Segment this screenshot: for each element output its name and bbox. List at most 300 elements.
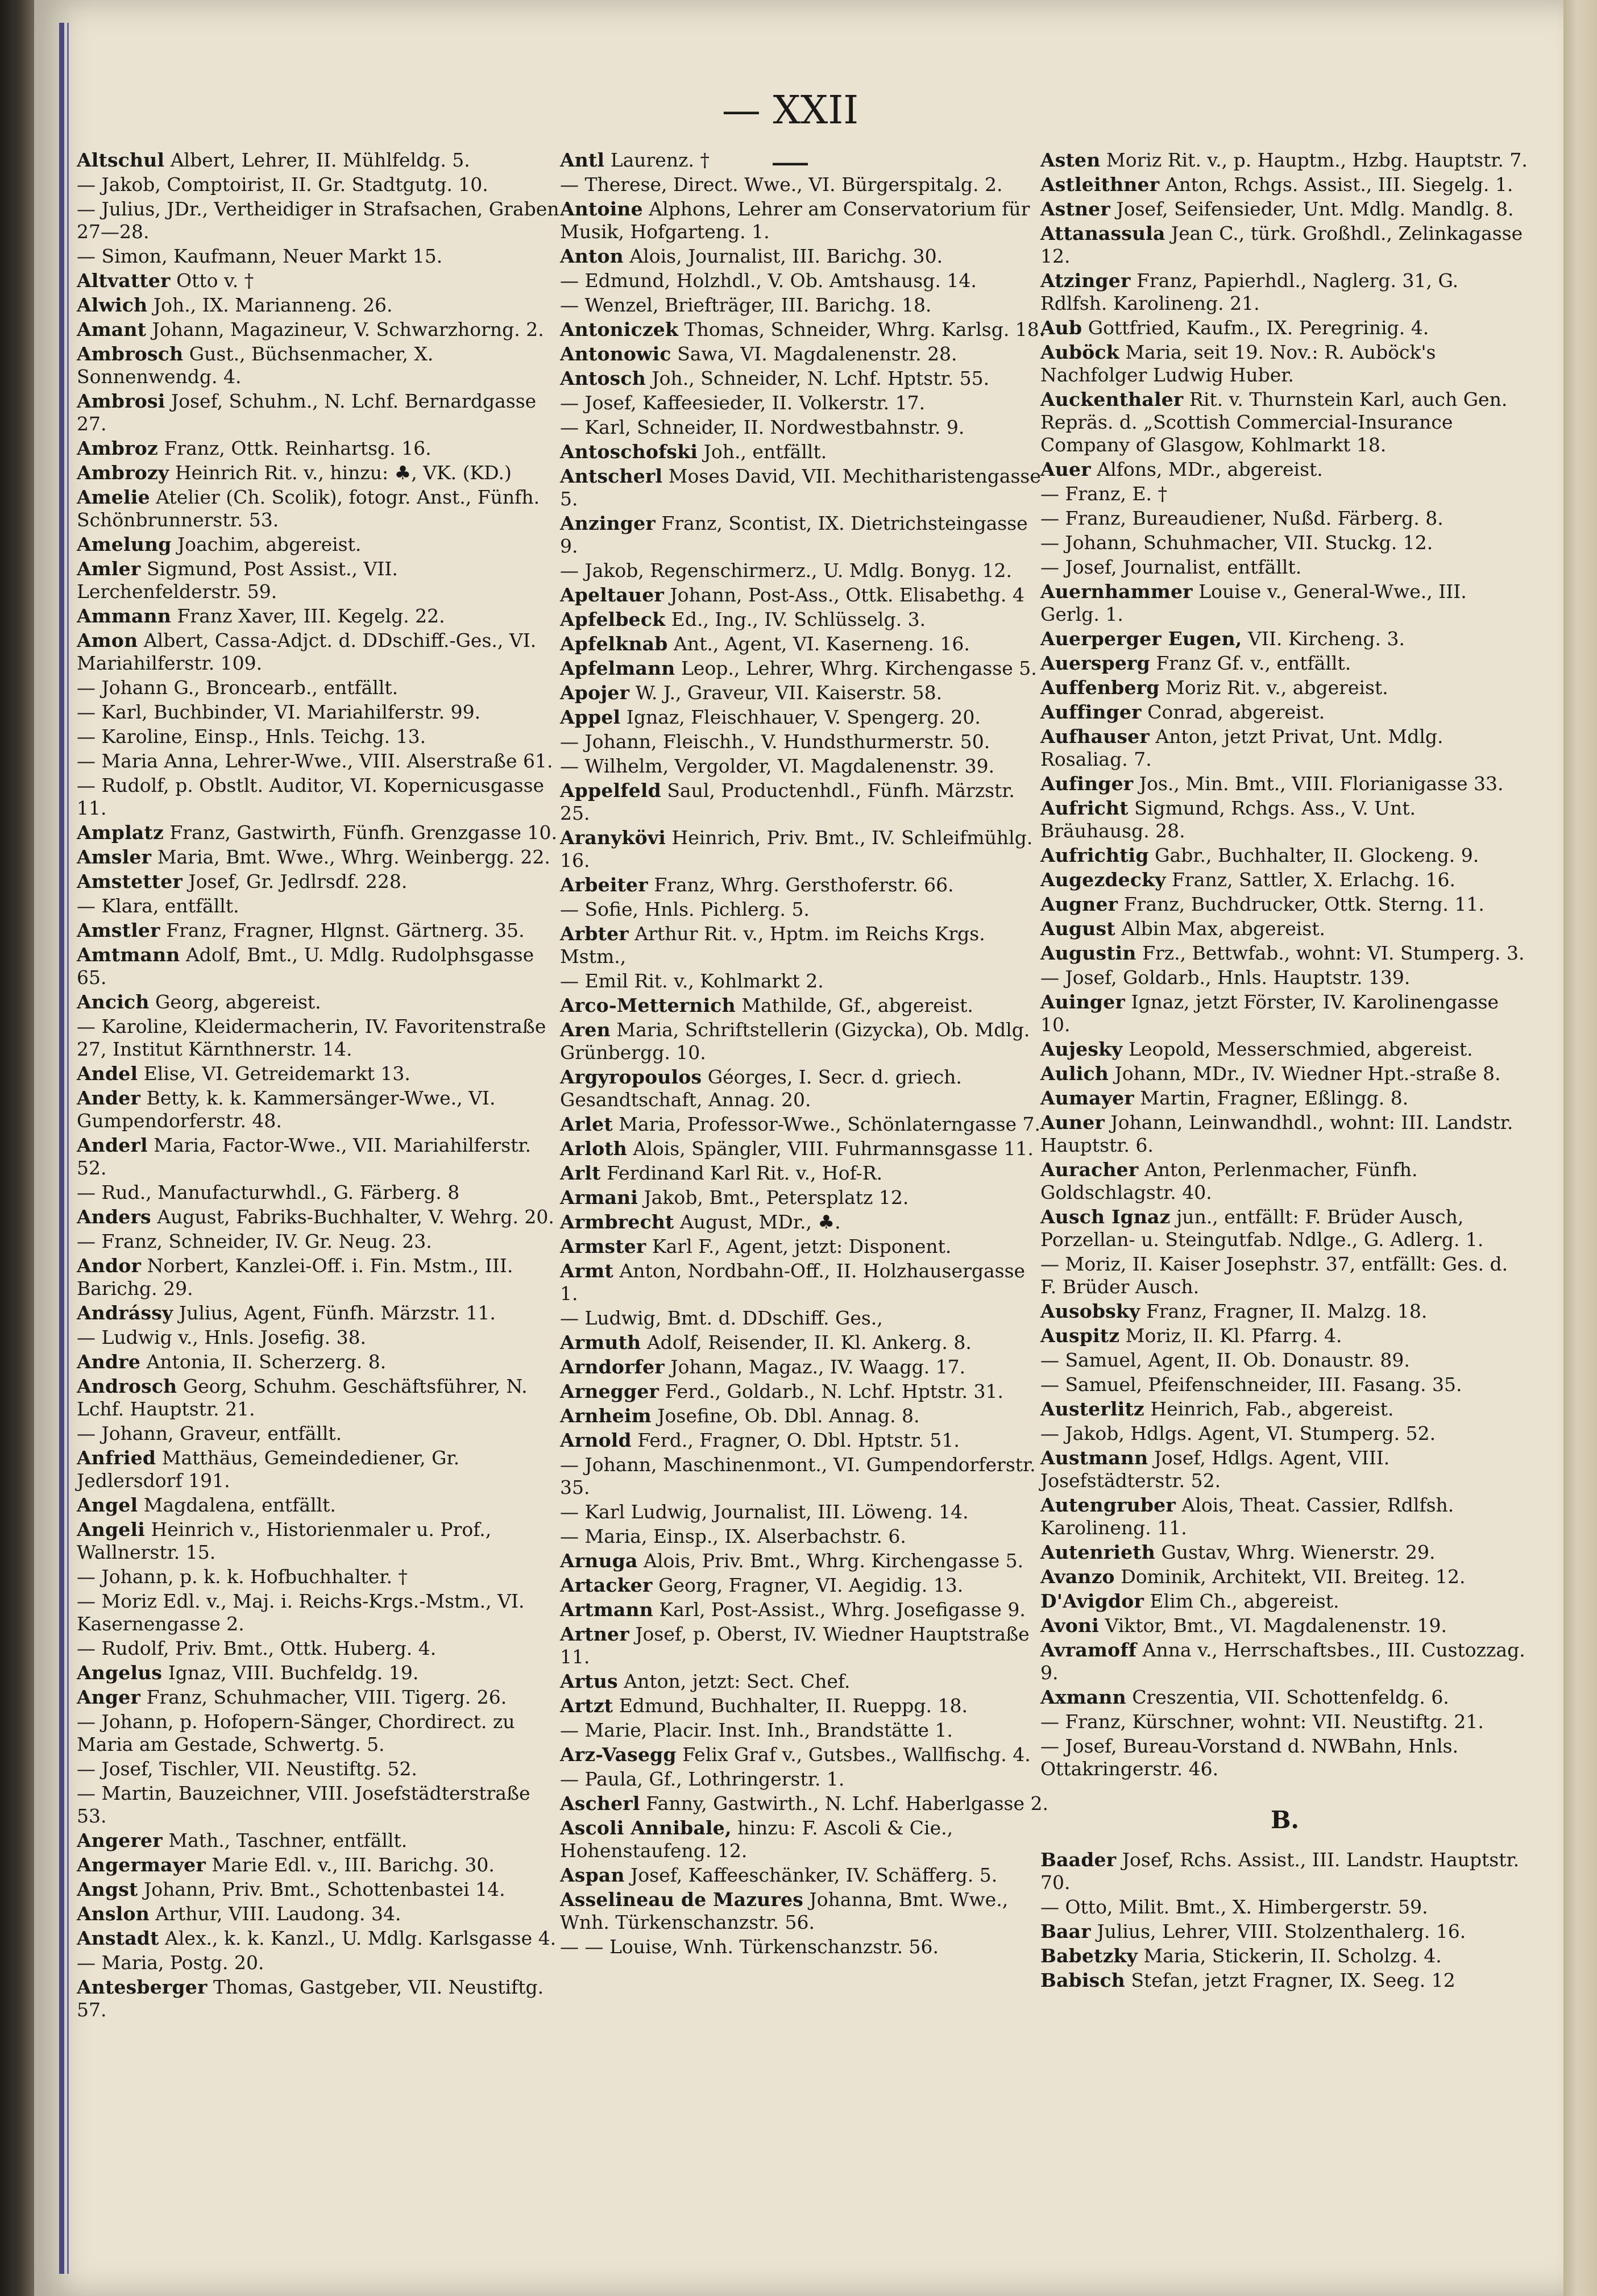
directory-entry — [560, 827, 1049, 872]
directory-entry — [1040, 869, 1529, 891]
entry-surname: Andre — [77, 1351, 141, 1373]
directory-entry — [560, 392, 1049, 414]
directory-entry — [77, 605, 566, 628]
directory-entry — [77, 173, 566, 196]
entry-surname: Antoine — [560, 198, 643, 220]
directory-entry — [1040, 1087, 1529, 1110]
entry-surname: Appelfeld — [560, 779, 661, 802]
directory-entry — [560, 1331, 1049, 1354]
directory-entry — [1040, 1325, 1529, 1347]
entry-details: Franz, Gastwirth, Fünfh. Grenzgasse 10. — [169, 821, 557, 844]
directory-entry — [77, 1854, 566, 1876]
entry-details: Johann, Leinwandhdl., wohnt: III. Landstr. Hauptstr. 6. — [1040, 1111, 1513, 1156]
entry-surname: Auersperg — [1040, 652, 1150, 674]
entry-details: — Josef, Tischler, VII. Neustiftg. 52. — [77, 1758, 417, 1780]
directory-entry — [560, 1743, 1049, 1766]
directory-entry — [560, 1235, 1049, 1258]
entry-details: Josef, p. Oberst, IV. Wiedner Hauptstraße 11. — [560, 1623, 1030, 1668]
entry-surname: Augustin — [1040, 942, 1136, 964]
directory-entry — [1040, 701, 1529, 724]
entry-details: Adolf, Reisender, II. Kl. Ankerg. 8. — [646, 1331, 972, 1353]
entry-details: — Julius, JDr., Vertheidiger in Strafsachen, Graben 27—28. — [77, 198, 559, 243]
entry-details: Alois, Priv. Bmt., Whrg. Kirchengasse 5. — [644, 1550, 1024, 1572]
entry-surname: Armani — [560, 1186, 638, 1209]
directory-entry — [77, 437, 566, 460]
directory-entry — [560, 1670, 1049, 1693]
entry-surname: Amant — [77, 318, 147, 341]
entry-details: Gustav, Whrg. Wienerstr. 29. — [1161, 1541, 1436, 1563]
entry-details: — Maria, Postg. 20. — [77, 1952, 264, 1974]
entry-surname: Augezdecky — [1040, 869, 1166, 891]
entry-surname: Aufricht — [1040, 797, 1129, 819]
entry-details: hinzu: F. Ascoli & Cie., Hohenstaufeng. 12. — [560, 1817, 953, 1862]
entry-details: — Samuel, Pfeifenschneider, III. Fasang. 35. — [1040, 1373, 1462, 1396]
entry-surname: Auner — [1040, 1111, 1105, 1134]
entry-details: Julius, Lehrer, VIII. Stolzenthalerg. 16. — [1097, 1920, 1466, 1942]
entry-surname: Aufhauser — [1040, 725, 1150, 748]
directory-entry — [1040, 1686, 1529, 1709]
entry-details: — Jakob, Comptoirist, II. Gr. Stadtgutg. 10. — [77, 173, 488, 196]
entry-surname: Antl — [560, 149, 605, 171]
directory-entry — [77, 1422, 566, 1445]
entry-surname: Amsler — [77, 846, 152, 868]
directory-entry — [1040, 1398, 1529, 1421]
directory-entry — [77, 629, 566, 675]
entry-surname: Altvatter — [77, 269, 171, 292]
directory-entry — [77, 1230, 566, 1253]
entry-details: Creszentia, VII. Schottenfeldg. 6. — [1132, 1686, 1449, 1708]
entry-details: Maria, Bmt. Wwe., Whrg. Weinbergg. 22. — [157, 846, 550, 868]
entry-details: Franz Xaver, III. Kegelg. 22. — [177, 605, 445, 627]
directory-entry — [1040, 458, 1529, 481]
entry-surname: Antoniczek — [560, 318, 679, 341]
directory-entry — [1040, 1969, 1529, 1992]
directory-entry — [77, 991, 566, 1014]
entry-details: Leop., Lehrer, Whrg. Kirchengasse 5. — [681, 657, 1037, 679]
directory-entry — [1040, 1710, 1529, 1733]
entry-surname: Andor — [77, 1255, 142, 1277]
entry-details: Josef, Hdlgs. Agent, VIII. Josefstädterstr. 52. — [1040, 1447, 1390, 1492]
entry-details: — Karoline, Kleidermacherin, IV. Favoritenstraße 27, Institut Kärnthnerstr. 14. — [77, 1015, 546, 1060]
entry-surname: Anton — [560, 245, 624, 267]
directory-entry — [560, 970, 1049, 993]
entry-details: Antonia, II. Scherzerg. 8. — [146, 1351, 387, 1373]
directory-column-2 — [560, 149, 1049, 1960]
directory-entry — [560, 416, 1049, 439]
entry-surname: Ascherl — [560, 1792, 640, 1815]
entry-surname: Anfried — [77, 1447, 156, 1469]
entry-details: Dominik, Architekt, VII. Breiteg. 12. — [1121, 1566, 1466, 1588]
margin-rule — [59, 23, 64, 2274]
directory-entry — [560, 343, 1049, 366]
directory-entry — [77, 1518, 566, 1564]
directory-entry — [560, 149, 1049, 172]
directory-entry — [77, 750, 566, 773]
entry-details: — Klara, entfällt. — [77, 895, 239, 917]
directory-entry — [1040, 1422, 1529, 1445]
entry-surname: Auracher — [1040, 1159, 1139, 1181]
entry-details: August, Fabriks-Buchhalter, V. Wehrg. 20. — [157, 1206, 554, 1228]
directory-entry — [560, 1864, 1049, 1887]
entry-surname: Autenrieth — [1040, 1541, 1155, 1563]
entry-surname: Antscherl — [560, 465, 663, 487]
entry-details: Moriz Rit. v., p. Hauptm., Hzbg. Hauptstr. 7. — [1106, 149, 1528, 171]
entry-surname: Artacker — [560, 1574, 653, 1596]
entry-details: Rit. v. Thurnstein Karl, auch Gen. Repräs. d. „Scottish Commercial-Insurance Company of Glasgow, Kohlmarkt 18. — [1040, 388, 1508, 456]
entry-surname: Autengruber — [1040, 1494, 1176, 1516]
entry-surname: Baar — [1040, 1920, 1091, 1942]
entry-details: Anton, Perlenmacher, Fünfh. Goldschlagstr. 40. — [1040, 1159, 1418, 1203]
entry-surname: Ascoli Annibale, — [560, 1817, 732, 1839]
entry-details: — Franz, E. † — [1040, 483, 1168, 505]
directory-entry — [1040, 1639, 1529, 1684]
entry-details: — Johann G., Broncearb., entfällt. — [77, 676, 399, 699]
entry-details: Franz, Ottk. Reinhartsg. 16. — [164, 437, 432, 459]
entry-details: Heinrich Rit. v., hinzu: ♣, VK. (KD.) — [175, 462, 512, 484]
directory-entry — [77, 1447, 566, 1492]
entry-details: Alois, Spängler, VIII. Fuhrmannsgasse 11. — [633, 1137, 1034, 1160]
entry-details: Elise, VI. Getreidemarkt 13. — [143, 1062, 410, 1085]
directory-entry — [560, 1454, 1049, 1499]
entry-details: Jakob, Bmt., Petersplatz 12. — [644, 1186, 909, 1209]
entry-details: Ferd., Fragner, O. Dbl. Hptstr. 51. — [637, 1429, 960, 1451]
directory-entry — [77, 1302, 566, 1325]
entry-details: — Johann, Maschinenmont., VI. Gumpendorferstr. 35. — [560, 1454, 1036, 1498]
entry-surname: Angeli — [77, 1518, 145, 1541]
directory-entry — [560, 1817, 1049, 1862]
directory-entry — [1040, 269, 1529, 315]
entry-surname: Anderl — [77, 1134, 148, 1156]
entry-details: Heinrich v., Historienmaler u. Prof., Wallnerstr. 15. — [77, 1518, 492, 1563]
entry-details: Moriz Rit. v., abgereist. — [1165, 676, 1388, 699]
entry-surname: Ambrosch — [77, 343, 184, 365]
directory-entry — [1040, 1494, 1529, 1539]
entry-surname: Andrássy — [77, 1302, 173, 1324]
entry-details: Josef, Schuhm., N. Lchf. Bernardgasse 27. — [77, 390, 537, 435]
entry-surname: Artus — [560, 1670, 618, 1692]
entry-details: Atelier (Ch. Scolik), fotogr. Anst., Fünfh. Schönbrunnerstr. 53. — [77, 486, 540, 531]
directory-entry — [1040, 507, 1529, 530]
directory-entry — [77, 1662, 566, 1684]
directory-entry — [77, 390, 566, 435]
entry-details: Ignaz, VIII. Buchfeldg. 19. — [168, 1662, 419, 1684]
directory-entry — [77, 821, 566, 844]
entry-surname: Aub — [1040, 317, 1082, 339]
directory-entry — [560, 1113, 1049, 1136]
entry-details: W. J., Graveur, VII. Kaiserstr. 58. — [635, 682, 943, 704]
entry-surname: Arbter — [560, 923, 629, 945]
entry-details: Anna v., Herrschaftsbes., III. Custozzag. 9. — [1040, 1639, 1525, 1684]
entry-details: Norbert, Kanzlei-Off. i. Fin. Mstm., III. Barichg. 29. — [77, 1255, 513, 1299]
directory-column-3 — [1040, 149, 1529, 1994]
entry-details: Georg, Schuhm. Geschäftsführer, N. Lchf. Hauptstr. 21. — [77, 1375, 528, 1420]
directory-entry — [77, 269, 566, 292]
entry-surname: Arnold — [560, 1429, 632, 1451]
entry-surname: Armt — [560, 1260, 613, 1282]
entry-surname: Axmann — [1040, 1686, 1126, 1708]
directory-entry — [560, 779, 1049, 825]
directory-entry — [77, 919, 566, 942]
entry-details: Johann, Magazineur, V. Schwarzhorng. 2. — [152, 318, 544, 341]
entry-surname: Antoschofski — [560, 441, 698, 463]
entry-surname: Angermayer — [77, 1854, 206, 1876]
entry-details: Fanny, Gastwirth., N. Lchf. Haberlgasse 2. — [646, 1792, 1048, 1815]
entry-surname: Apeltauer — [560, 584, 665, 606]
directory-entry — [77, 895, 566, 917]
entry-details: Ignaz, Fleischhauer, V. Spengerg. 20. — [626, 706, 981, 728]
directory-column-1 — [77, 149, 566, 2023]
directory-entry — [560, 512, 1049, 558]
entry-details: Albert, Lehrer, II. Mühlfeldg. 5. — [170, 149, 470, 171]
entry-surname: Aranykövi — [560, 827, 666, 849]
entry-details: Martin, Fragner, Eßlingg. 8. — [1140, 1087, 1409, 1109]
directory-entry — [77, 558, 566, 603]
entry-details: Alfons, MDr., abgereist. — [1097, 458, 1323, 480]
entry-surname: Amelie — [77, 486, 150, 508]
entry-details: Matthäus, Gemeindediener, Gr. Jedlersdorf 191. — [77, 1447, 460, 1492]
directory-entry — [1040, 580, 1529, 626]
directory-entry — [1040, 1038, 1529, 1061]
directory-entry — [1040, 1849, 1529, 1894]
entry-details: — Sofie, Hnls. Pichlerg. 5. — [560, 898, 810, 920]
entry-details: Heinrich, Priv. Bmt., IV. Schleifmühlg. 16. — [560, 827, 1033, 871]
directory-entry — [560, 465, 1049, 510]
entry-surname: Amstler — [77, 919, 160, 941]
directory-entry — [560, 1405, 1049, 1427]
directory-entry — [560, 318, 1049, 341]
directory-entry — [77, 1134, 566, 1180]
directory-entry — [1040, 942, 1529, 965]
entry-surname: August — [1040, 917, 1115, 940]
entry-details: — Ludwig v., Hnls. Josefig. 38. — [77, 1326, 367, 1348]
entry-details: Anton, jetzt Privat, Unt. Mdlg. Rosaliag. 7. — [1040, 725, 1443, 770]
entry-details: — Johann, p. k. k. Hofbuchhalter. † — [77, 1566, 408, 1588]
entry-surname: Aren — [560, 1019, 611, 1041]
directory-entry — [1040, 1300, 1529, 1323]
entry-surname: Auernhammer — [1040, 580, 1193, 603]
entry-surname: Arloth — [560, 1137, 627, 1160]
directory-entry — [560, 682, 1049, 704]
directory-entry — [77, 318, 566, 341]
directory-entry — [77, 1255, 566, 1300]
entry-details: Albin Max, abgereist. — [1121, 917, 1326, 940]
entry-details: Ferdinand Karl Rit. v., Hof-R. — [607, 1162, 883, 1184]
entry-details: Alois, Theat. Cassier, Rdlfsh. Karolineng. 11. — [1040, 1494, 1454, 1539]
entry-surname: Armuth — [560, 1331, 641, 1353]
entry-details: Anton, Rchgs. Assist., III. Siegelg. 1. — [1165, 173, 1513, 196]
entry-surname: Apfelmann — [560, 657, 675, 679]
entry-details: Ignaz, jetzt Förster, IV. Karolinengasse 10. — [1040, 991, 1499, 1036]
entry-details: — Wilhelm, Vergolder, VI. Magdalenenstr. 39. — [560, 755, 995, 777]
entry-surname: Ambroz — [77, 437, 158, 459]
directory-entry — [560, 1211, 1049, 1234]
entry-surname: Artner — [560, 1623, 629, 1645]
directory-entry — [77, 1206, 566, 1228]
entry-surname: Amstetter — [77, 870, 183, 892]
entry-surname: Auböck — [1040, 341, 1119, 363]
directory-entry — [1040, 797, 1529, 842]
entry-details: — Wenzel, Briefträger, III. Barichg. 18. — [560, 294, 932, 316]
directory-entry — [1040, 1590, 1529, 1613]
entry-details: Julius, Agent, Fünfh. Märzstr. 11. — [179, 1302, 496, 1324]
page-edge — [1563, 0, 1597, 2296]
directory-entry — [1040, 725, 1529, 771]
directory-entry — [560, 269, 1049, 292]
directory-entry — [1040, 317, 1529, 339]
directory-entry — [1040, 1896, 1529, 1919]
entry-details: — Otto, Milit. Bmt., X. Himbergerstr. 59. — [1040, 1896, 1428, 1918]
entry-details: — Marie, Placir. Inst. Inh., Brandstätte 1. — [560, 1719, 953, 1741]
directory-entry — [560, 1695, 1049, 1717]
entry-details: Ferd., Goldarb., N. Lchf. Hptstr. 31. — [665, 1380, 1003, 1402]
entry-surname: Arlet — [560, 1113, 613, 1135]
entry-details: — Rudolf, Priv. Bmt., Ottk. Huberg. 4. — [77, 1637, 437, 1659]
directory-entry — [77, 1758, 566, 1780]
entry-details: Josefine, Ob. Dbl. Annag. 8. — [657, 1405, 920, 1427]
entry-surname: Atzinger — [1040, 269, 1131, 292]
entry-details: Gottfried, Kaufm., IX. Peregrinig. 4. — [1088, 317, 1429, 339]
directory-entry — [1040, 1349, 1529, 1372]
entry-details: Franz, Buchdrucker, Ottk. Sterng. 11. — [1123, 893, 1484, 915]
directory-entry — [560, 730, 1049, 753]
entry-surname: Anstadt — [77, 1927, 159, 1949]
directory-entry — [77, 701, 566, 724]
entry-details: Anton, jetzt: Sect. Chef. — [624, 1670, 851, 1692]
entry-surname: Ausch Ignaz — [1040, 1206, 1171, 1228]
directory-entry — [77, 1351, 566, 1373]
entry-details: — Johann, Schuhmacher, VII. Stuckg. 12. — [1040, 532, 1433, 554]
directory-entry — [77, 774, 566, 820]
directory-entry — [1040, 1206, 1529, 1251]
entry-details: jun., entfällt: F. Brüder Ausch, Porzellan- u. Steingutfab. Ndlge., G. Adlerg. 1. — [1040, 1206, 1484, 1251]
directory-entry — [560, 1501, 1049, 1523]
entry-surname: Appel — [560, 706, 621, 728]
entry-details: Arthur, VIII. Laudong. 34. — [155, 1903, 401, 1925]
directory-entry — [1040, 149, 1529, 172]
directory-entry — [1040, 1447, 1529, 1492]
entry-details: Gust., Büchsenmacher, X. Sonnenwendg. 4. — [77, 343, 434, 388]
entry-details: — Josef, Kaffeesieder, II. Volkerstr. 17. — [560, 392, 926, 414]
entry-details: Franz, Scontist, IX. Dietrichsteingasse 9. — [560, 512, 1028, 557]
entry-surname: Arnegger — [560, 1380, 659, 1402]
entry-details: Johann, Magaz., IV. Waagg. 17. — [670, 1356, 966, 1378]
entry-details: — Franz, Kürschner, wohnt: VII. Neustiftg. 21. — [1040, 1710, 1484, 1733]
directory-entry — [1040, 1735, 1529, 1780]
entry-details: Otto v. † — [176, 269, 254, 292]
directory-entry — [560, 874, 1049, 896]
entry-details: — Edmund, Holzhdl., V. Ob. Amtshausg. 14. — [560, 269, 977, 292]
entry-details: Joh., entfällt. — [703, 441, 827, 463]
directory-entry — [560, 923, 1049, 968]
directory-entry — [1040, 198, 1529, 221]
entry-surname: Auffinger — [1040, 701, 1142, 723]
entry-surname: Baader — [1040, 1849, 1117, 1871]
directory-entry — [77, 1829, 566, 1852]
directory-entry — [560, 1525, 1049, 1548]
entry-surname: Angerer — [77, 1829, 163, 1851]
directory-entry — [560, 1429, 1049, 1452]
directory-entry — [77, 1637, 566, 1660]
entry-details: Alex., k. k. Kanzl., U. Mdlg. Karlsgasse 4. — [165, 1927, 557, 1949]
entry-details: Sawa, VI. Magdalenenstr. 28. — [677, 343, 957, 365]
directory-entry — [1040, 222, 1529, 268]
entry-details: Maria, Professor-Wwe., Schönlaterngasse 7. — [619, 1113, 1041, 1135]
directory-entry — [1040, 1373, 1529, 1396]
entry-details: Betty, k. k. Kammersänger-Wwe., VI. Gumpendorferstr. 48. — [77, 1087, 496, 1132]
directory-entry — [1040, 483, 1529, 505]
directory-entry — [1040, 1945, 1529, 1967]
entry-details: Sigmund, Post Assist., VII. Lerchenfelderstr. 59. — [77, 558, 398, 603]
entry-details: Josef, Seifensieder, Unt. Mdlg. Mandlg. 8. — [1116, 198, 1514, 220]
entry-surname: Ammann — [77, 605, 172, 627]
entry-details: Ed., Ing., IV. Schlüsselg. 3. — [671, 608, 926, 630]
entry-surname: Amelung — [77, 533, 172, 555]
directory-entry — [1040, 773, 1529, 795]
entry-surname: Aujesky — [1040, 1038, 1123, 1060]
entry-surname: Ander — [77, 1087, 141, 1109]
directory-entry — [560, 1719, 1049, 1742]
directory-entry — [1040, 173, 1529, 196]
directory-entry — [1040, 556, 1529, 579]
entry-surname: Apojer — [560, 682, 630, 704]
entry-surname: Apfelknab — [560, 633, 668, 655]
entry-details: Maria, Schriftstellerin (Gizycka), Ob. Mdlg. Grünbergg. 10. — [560, 1019, 1030, 1064]
entry-surname: Arndorfer — [560, 1356, 665, 1378]
directory-entry — [1040, 1566, 1529, 1588]
entry-surname: Astleithner — [1040, 173, 1160, 196]
entry-details: — Karl, Schneider, II. Nordwestbahnstr. 9. — [560, 416, 965, 438]
entry-surname: Auer — [1040, 458, 1091, 480]
directory-entry — [1040, 893, 1529, 916]
directory-entry — [560, 1307, 1049, 1330]
directory-entry — [560, 1186, 1049, 1209]
entry-details: Josef, Gr. Jedlrsdf. 228. — [188, 870, 408, 892]
entry-surname: Aulich — [1040, 1062, 1109, 1085]
entry-surname: D'Avigdor — [1040, 1590, 1144, 1612]
entry-surname: Antosch — [560, 367, 646, 389]
directory-entry — [77, 1181, 566, 1204]
entry-details: — Maria, Einsp., IX. Alserbachstr. 6. — [560, 1525, 906, 1547]
entry-surname: Arlt — [560, 1162, 601, 1184]
entry-details: Edmund, Buchhalter, II. Rueppg. 18. — [619, 1695, 968, 1717]
directory-entry — [77, 1062, 566, 1085]
directory-entry — [560, 1019, 1049, 1064]
entry-surname: Aufrichtig — [1040, 844, 1149, 866]
entry-details: Karl F., Agent, jetzt: Disponent. — [652, 1235, 952, 1257]
directory-entry — [77, 846, 566, 869]
entry-details: Joh., IX. Marianneng. 26. — [153, 294, 393, 316]
directory-entry — [77, 1015, 566, 1061]
entry-surname: Aufinger — [1040, 773, 1134, 795]
entry-surname: Armbrecht — [560, 1211, 674, 1233]
directory-entry — [1040, 1541, 1529, 1564]
directory-entry — [1040, 532, 1529, 554]
entry-surname: Androsch — [77, 1375, 177, 1397]
entry-surname: Austerlitz — [1040, 1398, 1144, 1420]
entry-details: Albert, Cassa-Adjct. d. DDschiff.-Ges., VI. Mariahilferstr. 109. — [77, 629, 537, 674]
entry-details: Leopold, Messerschmied, abgereist. — [1129, 1038, 1473, 1060]
directory-entry — [77, 294, 566, 317]
entry-surname: Amon — [77, 629, 138, 651]
directory-entry — [560, 633, 1049, 655]
entry-details: Jean C., türk. Großhdl., Zelinkagasse 12. — [1040, 222, 1523, 267]
directory-entry — [77, 1326, 566, 1349]
entry-surname: Angel — [77, 1494, 138, 1516]
entry-details: Maria, Stickerin, II. Scholzg. 4. — [1143, 1945, 1442, 1967]
directory-entry — [77, 245, 566, 268]
entry-details: Felix Graf v., Gutsbes., Wallfischg. 4. — [682, 1743, 1031, 1766]
directory-entry — [1040, 991, 1529, 1036]
